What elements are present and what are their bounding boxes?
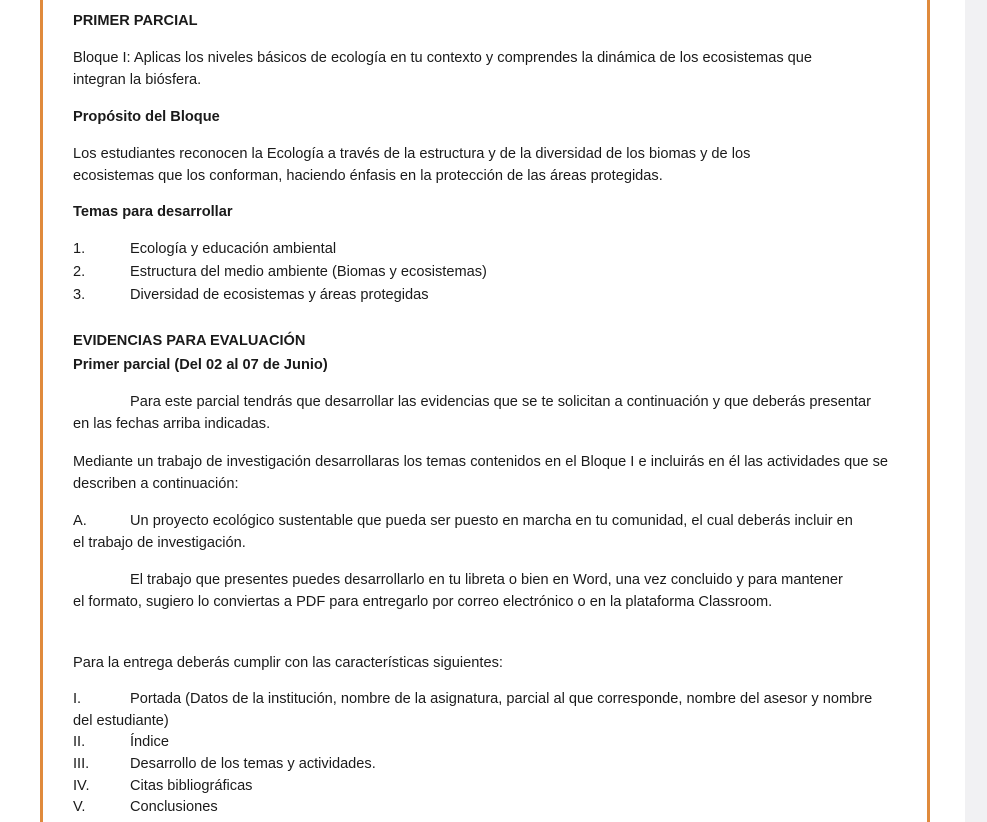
- requisito-item: [73, 753, 888, 775]
- requisito-item: [73, 731, 888, 753]
- page-right-border: [927, 0, 930, 822]
- item-a-label: A.: [73, 513, 87, 529]
- requisito-number: III.: [73, 756, 90, 772]
- requisito-item: [73, 688, 881, 732]
- requisito-number: II.: [73, 734, 86, 750]
- tema-text: Estructura del medio ambiente (Biomas y ecosistemas): [130, 264, 487, 280]
- requisito-text: Conclusiones: [130, 799, 218, 815]
- evidencias-subtitle: Primer parcial (Del 02 al 07 de Junio): [73, 357, 328, 373]
- evidencias-intro: Para este parcial tendrás que desarrollar las evidencias que se te solicitan a continuación y que deberás presentar en las fechas arriba indicadas.: [73, 394, 871, 432]
- tema-number: 2.: [73, 264, 86, 280]
- scrollbar-track[interactable]: [965, 0, 987, 822]
- temas-title: Temas para desarrollar: [73, 204, 233, 220]
- item-a-text: Un proyecto ecológico sustentable que pueda ser puesto en marcha en tu comunidad, el cual deberás incluir en el trabajo de investigación.: [73, 513, 853, 551]
- page-left-border: [40, 0, 43, 822]
- requisito-number: I.: [73, 691, 82, 707]
- requisito-text: Desarrollo de los temas y actividades.: [130, 756, 376, 772]
- item-a: [73, 510, 861, 554]
- document-page: [73, 0, 888, 822]
- formato-text: El trabajo que presentes puedes desarrollarlo en tu libreta o bien en Word, una vez concluido y para mantener el formato, sugiero lo conviertas a PDF para entregarlo por correo electrónico o en la plataforma Classroom.: [73, 572, 843, 610]
- requisito-item: [73, 775, 888, 797]
- entrega-text: Para la entrega deberás cumplir con las características siguientes:: [73, 655, 503, 671]
- bloque-text: Bloque I: Aplicas los niveles básicos de ecología en tu contexto y comprendes la dinámica de los ecosistemas que integran la biósfera.: [73, 50, 813, 88]
- tema-number: 3.: [73, 287, 86, 303]
- tema-item: [73, 284, 888, 306]
- mediante-text: Mediante un trabajo de investigación desarrollaras los temas contenidos en el Bloque I e incluirás en él las actividades que se describen a continuación:: [73, 454, 888, 492]
- requisito-item: [73, 796, 888, 818]
- tema-text: Ecología y educación ambiental: [130, 241, 337, 257]
- proposito-title: Propósito del Bloque: [73, 109, 220, 125]
- requisito-text: Índice: [130, 734, 169, 750]
- requisito-number: IV.: [73, 778, 90, 794]
- requisito-text: Portada (Datos de la institución, nombre de la asignatura, parcial al que corresponde, nombre del asesor y nombre del estudiante): [73, 691, 873, 729]
- proposito-text: Los estudiantes reconocen la Ecología a través de la estructura y de la diversidad de los biomas y de los ecosistemas que los conforman, haciendo énfasis en la protección de las áreas protegidas.: [73, 146, 751, 184]
- tema-text: Diversidad de ecosistemas y áreas protegidas: [130, 287, 429, 303]
- requisito-number: V.: [73, 799, 86, 815]
- tema-number: 1.: [73, 241, 86, 257]
- evidencias-title: EVIDENCIAS PARA EVALUACIÓN: [73, 333, 306, 349]
- tema-item: [73, 261, 888, 283]
- requisito-text: Citas bibliográficas: [130, 778, 253, 794]
- heading: PRIMER PARCIAL: [73, 13, 198, 29]
- tema-item: [73, 238, 888, 260]
